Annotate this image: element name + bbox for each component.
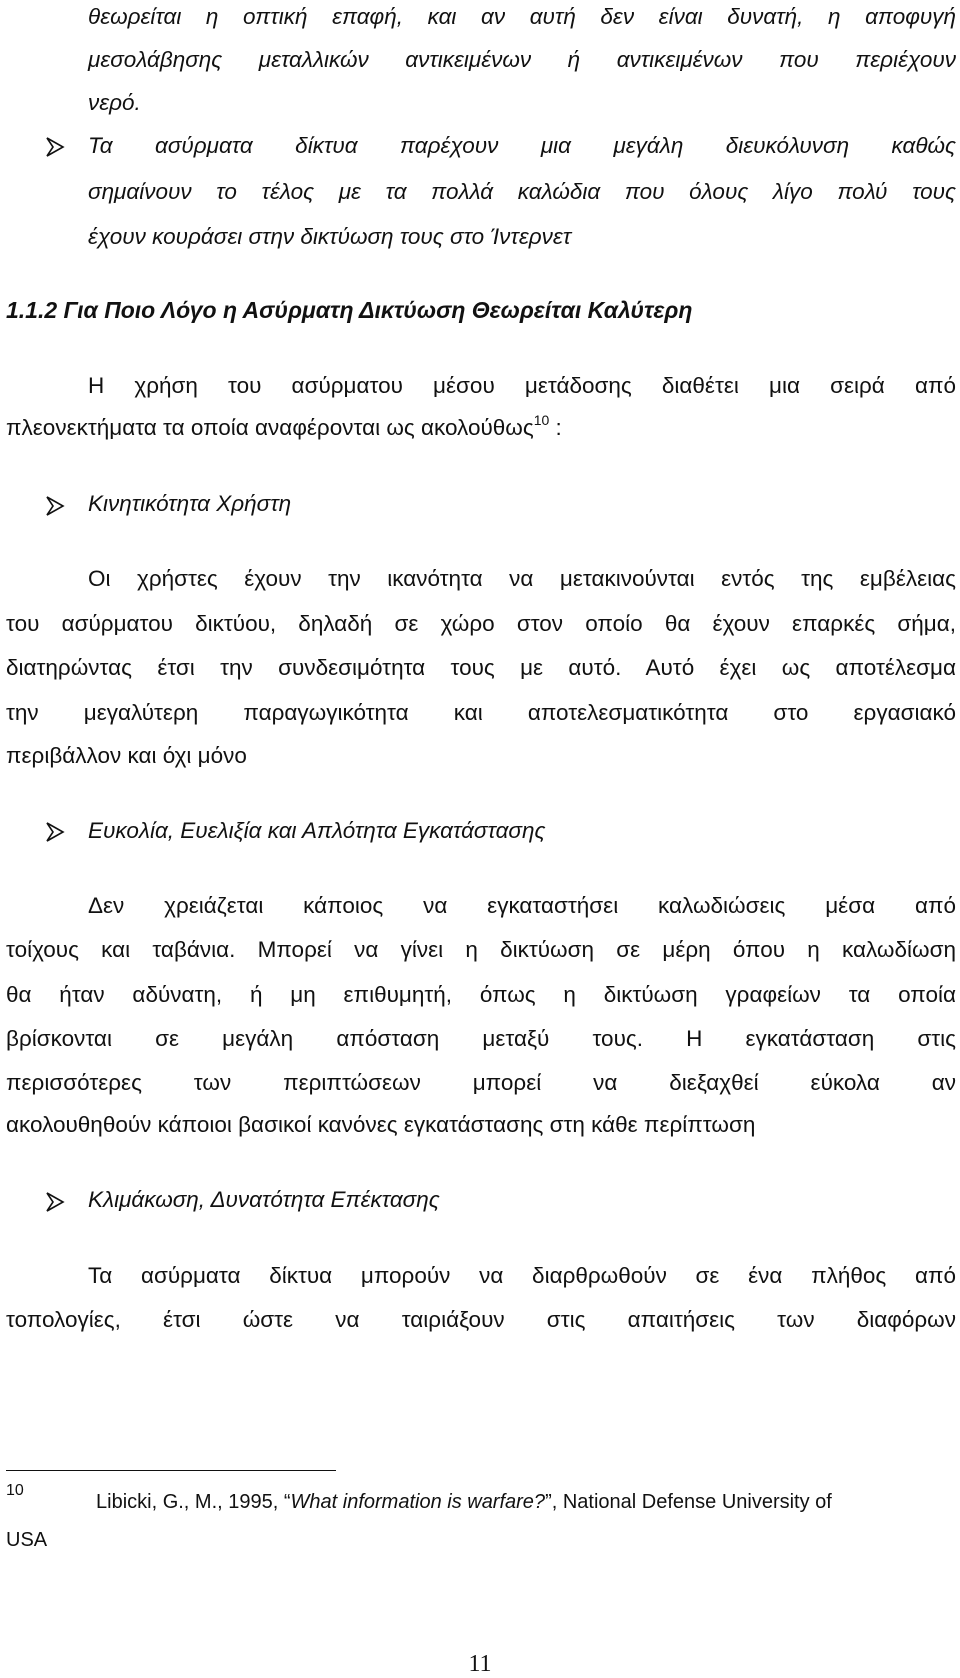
section1-line-1: Οι χρήστες έχουν την ικανότητα να μετακινούνται εντός της εμβέλειας	[88, 566, 956, 591]
section3-title: Κλιμάκωση, Δυνατότητα Επέκτασης	[88, 1187, 440, 1212]
section2-line-4: βρίσκονται σε μεγάλη απόσταση μεταξύ τους. Η εγκατάσταση στις	[6, 1026, 956, 1051]
footnote-divider	[6, 1470, 336, 1471]
intro-line-1: θεωρείται η οπτική επαφή, και αν αυτή δεν είναι δυνατή, η αποφυγή	[88, 4, 956, 29]
section1-line-5: περιβάλλον και όχι μόνο	[6, 743, 247, 768]
footnote-title: What information is warfare?	[290, 1491, 546, 1513]
section1-title: Κινητικότητα Χρήστη	[88, 491, 292, 516]
section3-line-2: τοπολογίες, έτσι ώστε να ταιριάξουν στις απαιτήσεις των διαφόρων	[6, 1307, 956, 1332]
section1-line-3: διατηρώντας έτσι την συνδεσιμότητα τους με αυτό. Αυτό έχει ως αποτέλεσμα	[6, 655, 956, 680]
section2-line-6: ακολουθηθούν κάποιοι βασικοί κανόνες εγκατάστασης στη κάθε περίπτωση	[6, 1112, 756, 1137]
footnote-ref: 10	[533, 412, 550, 428]
section2-line-3: θα ήταν αδύνατη, ή μη επιθυμητή, όπως η δικτύωση γραφείων τα οποία	[6, 982, 956, 1007]
section1-line-2: του ασύρματου δικτύου, δηλαδή σε χώρο στον οποίο θα έχουν επαρκές σήμα,	[6, 611, 956, 636]
section3-line-1: Τα ασύρματα δίκτυα μπορούν να διαρθρωθούν σε ένα πλήθος από	[88, 1263, 956, 1288]
bullet1-line-2: σημαίνουν το τέλος με τα πολλά καλώδια που όλους λίγο πολύ τους	[88, 179, 956, 204]
arrow-bullet-icon	[44, 1191, 66, 1213]
para1-line-2-end: :	[549, 415, 562, 440]
section2-line-5: περισσότερες των περιπτώσεων μπορεί να διεξαχθεί εύκολα αν	[6, 1070, 956, 1095]
section2-line-2: τοίχους και ταβάνια. Μπορεί να γίνει η δικτύωση σε μέρη όπου η καλωδίωση	[6, 937, 956, 962]
page-number: 11	[468, 1651, 492, 1677]
para1-line-2	[6, 413, 956, 443]
section1-line-4: την μεγαλύτερη παραγωγικότητα και αποτελεσματικότητα στο εργασιακό	[6, 700, 956, 725]
para1-line-1: Η χρήση του ασύρματου μέσου μετάδοσης διαθέτει μια σειρά από	[88, 373, 956, 398]
intro-line-3: νερό.	[88, 90, 141, 115]
footnote-text-pre: Libicki, G., M., 1995, “	[96, 1491, 291, 1513]
footnote-number: 10	[6, 1482, 24, 1499]
footnote-text	[96, 1489, 956, 1515]
para1-line-2-text: πλεονεκτήματα τα οποία αναφέρονται ως ακολούθως	[6, 415, 534, 440]
footnote-continuation: USA	[6, 1529, 48, 1551]
footnote-text-mid: ”,	[545, 1491, 558, 1513]
section2-title: Ευκολία, Ευελιξία και Απλότητα Εγκατάστασης	[88, 818, 546, 843]
arrow-bullet-icon	[44, 495, 66, 517]
arrow-bullet-icon	[44, 136, 66, 158]
footnote-text-post: National Defense University of	[557, 1491, 832, 1513]
intro-line-2: μεσολάβησης μεταλλικών αντικειμένων ή αντικειμένων που περιέχουν	[88, 47, 956, 72]
arrow-bullet-icon	[44, 821, 66, 843]
bullet1-line-1: Τα ασύρματα δίκτυα παρέχουν μια μεγάλη διευκόλυνση καθώς	[88, 133, 956, 158]
bullet1-line-3: έχουν κουράσει στην δικτύωση τους στο Ίντερνετ	[88, 224, 572, 249]
section-heading: 1.1.2 Για Ποιο Λόγο η Ασύρματη Δικτύωση Θεωρείται Καλύτερη	[6, 297, 693, 323]
section2-line-1: Δεν χρειάζεται κάποιος να εγκαταστήσει καλωδιώσεις μέσα από	[88, 893, 956, 918]
